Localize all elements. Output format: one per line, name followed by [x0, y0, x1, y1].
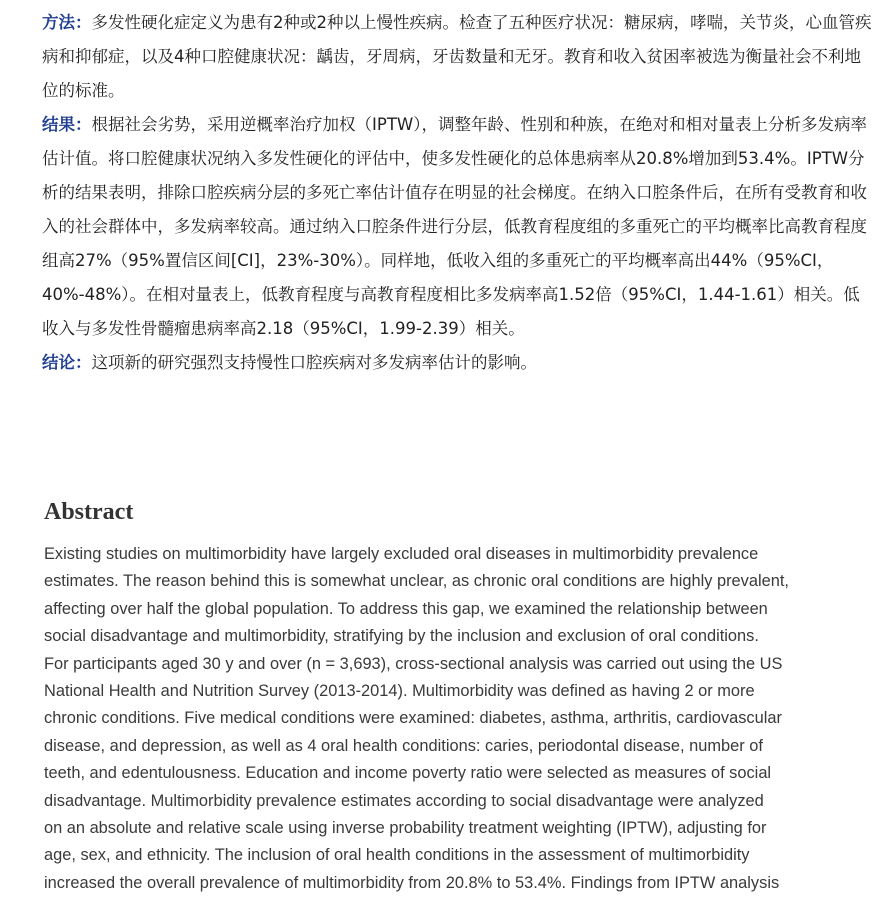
methods-label: 方法： [42, 13, 92, 32]
conclusions-label: 结论： [42, 353, 92, 372]
abstract-line: chronic conditions. Five medical conditions were examined: diabetes, asthma, arthritis, cardiovascular [44, 709, 782, 728]
conclusions-text: 这项新的研究强烈支持慢性口腔疾病对多发病率估计的影响。 [91, 353, 537, 372]
methods-text: 多发性硬化症定义为患有2种或2种以上慢性疾病。检查了五种医疗状况：糖尿病，哮喘，关节炎，心血管疾病和抑郁症，以及4种口腔健康状况：龋齿，牙周病，牙齿数量和无牙。教育和收入贫困率被选为衡量社会不利地位的标准。 [42, 13, 872, 100]
results-text: 根据社会劣势，采用逆概率治疗加权（IPTW），调整年龄、性别和种族，在绝对和相对量表上分析多发病率估计值。将口腔健康状况纳入多发性硬化的评估中，使多发性硬化的总体患病率从20.8%增加到53.4%。IPTW分析的结果表明，排除口腔疾病分层的多死亡率估计值存在明显的社会梯度。在纳入口腔条件后，在所有受教育和收入的社会群体中，多发病率较高。通过纳入口腔条件进行分层，低教育程度组的多重死亡的平均概率比高教育程度组高27%（95%置信区间[CI]，23%-30%）。同样地，低收入组的多重死亡的平均概率高出44%（95%CI，40%-48%）。在相对量表上，低教育程度与高教育程度相比多发病率高1.52倍（95%CI，1.44-1.61）相关。低收入与多发性骨髓瘤患病率高2.18（95%CI，1.99-2.39）相关。 [42, 115, 867, 338]
abstract-line: affecting over half the global population. To address this gap, we examined the relationship between [44, 599, 768, 618]
abstract-body [44, 541, 876, 897]
methods-paragraph [42, 6, 872, 108]
abstract-line: social disadvantage and multimorbidity, stratifying by the inclusion and exclusion of oral conditions. [44, 627, 759, 646]
abstract-title: Abstract [44, 499, 134, 525]
abstract-line: age, sex, and ethnicity. The inclusion of oral health conditions in the assessment of multimorbidity [44, 846, 750, 865]
abstract-line: disadvantage. Multimorbidity prevalence estimates according to social disadvantage were analyzed [44, 791, 764, 810]
abstract-line: estimates. The reason behind this is somewhat unclear, as chronic oral conditions are highly prevalent, [44, 572, 789, 591]
abstract-line: For participants aged 30 y and over (n = 3,693), cross-sectional analysis was carried out using the US [44, 654, 783, 673]
abstract-line: teeth, and edentulousness. Education and income poverty ratio were selected as measures of social [44, 764, 772, 783]
abstract-line: National Health and Nutrition Survey (2013-2014). Multimorbidity was defined as having 2 or more [44, 682, 755, 701]
results-paragraph [42, 108, 872, 346]
chinese-summary [42, 6, 872, 380]
abstract-line: disease, and depression, as well as 4 oral health conditions: caries, periodontal disease, number of [44, 736, 763, 755]
abstract-line: increased the overall prevalence of multimorbidity from 20.8% to 53.4%. Findings from IPTW analysis [44, 873, 780, 892]
results-label: 结果： [42, 115, 92, 134]
conclusions-paragraph [42, 346, 872, 380]
abstract-line: on an absolute and relative scale using inverse probability treatment weighting (IPTW), adjusting for [44, 819, 767, 838]
abstract-line: Existing studies on multimorbidity have largely excluded oral diseases in multimorbidity prevalence [44, 545, 759, 563]
